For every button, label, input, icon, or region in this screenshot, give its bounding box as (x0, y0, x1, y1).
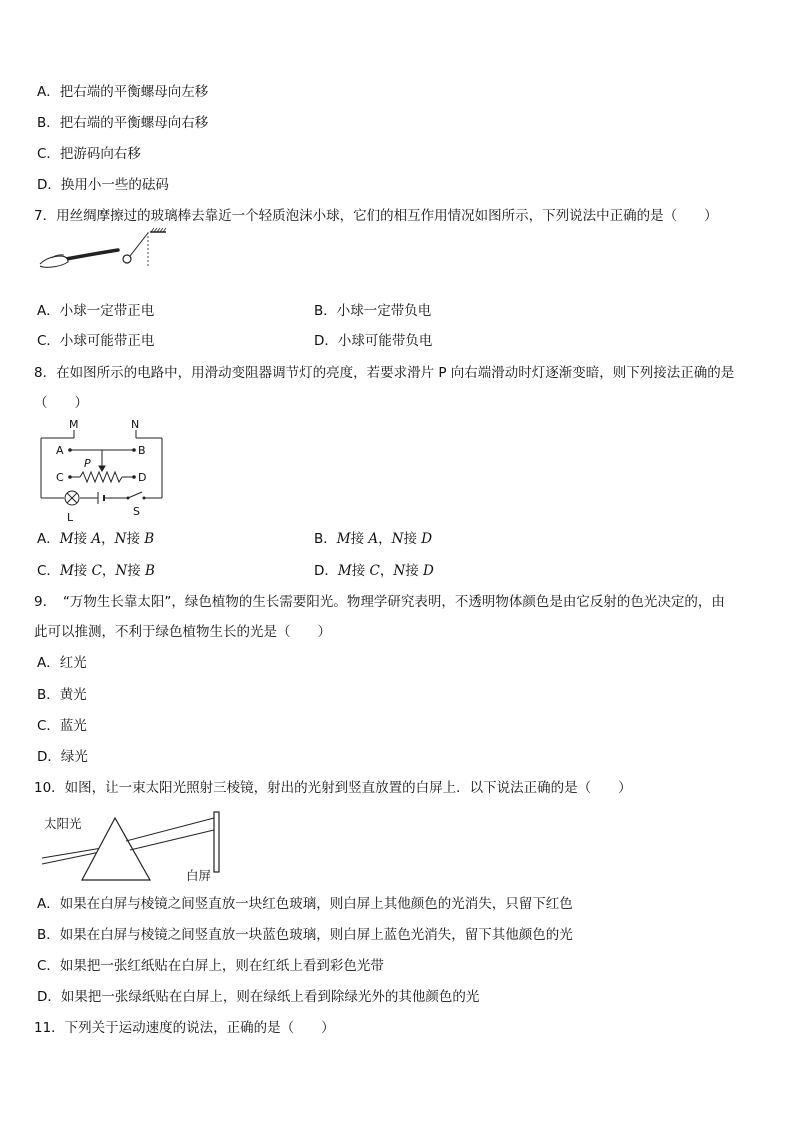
q10-option-b: B．如果在白屏与棱镜之间竖直放一块蓝色玻璃，则白屏上蓝色光消失，留下其他颜色的光 (37, 927, 573, 943)
q8-circuit-figure (36, 416, 171, 526)
circuit-label-a: A (56, 444, 64, 457)
q6-option-d: D．换用小一些的砝码 (37, 177, 169, 193)
prism-label-screen: 白屏 (186, 868, 212, 883)
q9-stem-line2: 此可以推测，不利于绿色植物生长的光是（ ） (34, 624, 331, 640)
q10-option-d: D．如果把一张绿纸贴在白屏上，则在绿纸上看到除绿光外的其他颜色的光 (37, 989, 480, 1005)
q6-option-b: B．把右端的平衡螺母向右移 (37, 115, 209, 131)
prism-label-sunlight: 太阳光 (44, 816, 82, 831)
q9-option-b: B．黄光 (37, 687, 87, 703)
q7-figure (38, 226, 168, 276)
circuit-label-l: L (67, 511, 74, 524)
q7-option-c: C．小球可能带正电 (37, 333, 155, 349)
circuit-label-c: C (56, 471, 64, 484)
q6-option-c: C．把游码向右移 (37, 146, 141, 162)
q8-stem-line1: 8．在如图所示的电路中，用滑动变阻器调节灯的亮度，若要求滑片 P 向右端滑动时灯逐渐变暗，则下列接法正确的是 (34, 365, 735, 381)
q10-prism-figure (38, 806, 228, 886)
q10-option-c: C．如果把一张红纸贴在白屏上，则在红纸上看到彩色光带 (37, 958, 384, 974)
circuit-label-s: S (133, 505, 140, 518)
q9-option-d: D．绿光 (37, 749, 88, 765)
q7-option-b: B．小球一定带负电 (314, 303, 432, 319)
q8-option-b: B．M接 A，N接 D (314, 531, 433, 547)
q7-stem: 7．用丝绸摩擦过的玻璃棒去靠近一个轻质泡沫小球，它们的相互作用情况如图所示，下列说法中正确的是（ ） (34, 208, 718, 224)
circuit-label-b: B (138, 444, 146, 457)
q8-stem-line2: （ ） (34, 395, 88, 411)
q6-option-a: A．把右端的平衡螺母向左移 (37, 84, 209, 100)
q8-option-a: A．M接 A，N接 B (37, 531, 155, 547)
q9-option-a: A．红光 (37, 655, 87, 671)
q8-option-d: D．M接 C，N接 D (314, 563, 434, 579)
q8-option-c: C．M接 C，N接 B (37, 563, 155, 579)
circuit-label-d: D (138, 471, 147, 484)
q7-option-d: D．小球可能带负电 (314, 333, 433, 349)
circuit-label-m: M (69, 418, 79, 431)
q11-stem: 11．下列关于运动速度的说法，正确的是（ ） (34, 1020, 335, 1036)
q7-option-a: A．小球一定带正电 (37, 303, 155, 319)
circuit-label-n: N (131, 418, 140, 431)
q9-stem-line1: 9． “万物生长靠太阳”，绿色植物的生长需要阳光。物理学研究表明，不透明物体颜色是由它反射的色光决定的，由 (34, 594, 725, 610)
q10-option-a: A．如果在白屏与棱镜之间竖直放一块红色玻璃，则白屏上其他颜色的光消失，只留下红色 (37, 896, 573, 912)
q9-option-c: C．蓝光 (37, 718, 87, 734)
circuit-label-p: P (84, 457, 91, 470)
q10-stem: 10．如图，让一束太阳光照射三棱镜，射出的光射到竖直放置的白屏上．以下说法正确的是（ ） (34, 780, 632, 796)
